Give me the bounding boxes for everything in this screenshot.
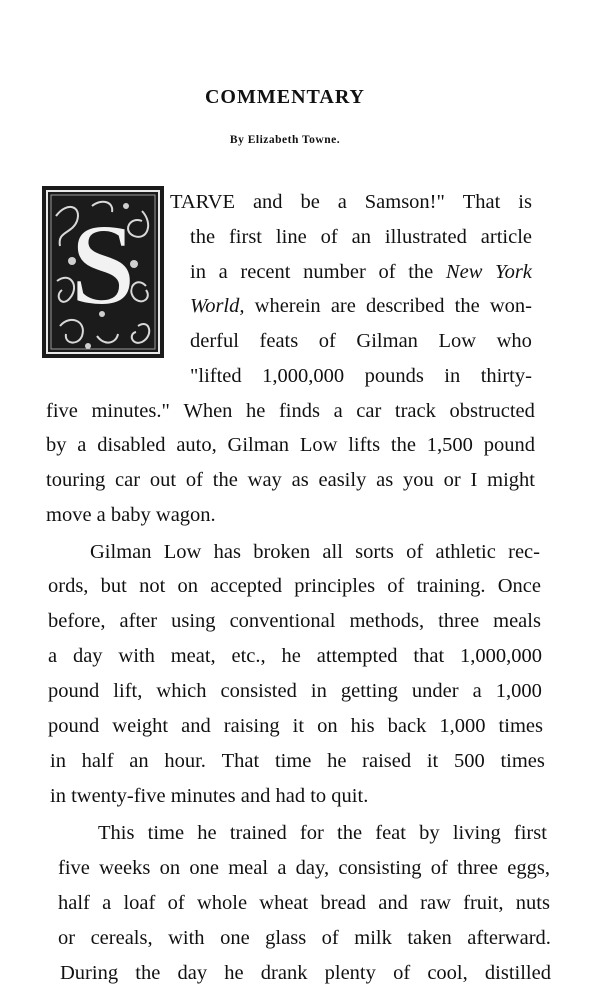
text-line: five minutes." When he finds a car track obstructed [46, 400, 535, 422]
text-line: in a recent number of the New York [190, 261, 532, 283]
text-line: pound weight and raising it on his back 1,000 times [48, 715, 543, 737]
text-line: pound lift, which consisted in getting under a 1,000 [48, 680, 542, 702]
text-line: by a disabled auto, Gilman Low lifts the 1,500 pound [46, 434, 535, 456]
text-line: in half an hour. That time he raised it 500 times [50, 750, 545, 772]
text-line: derful feats of Gilman Low who [190, 330, 532, 352]
text-line: five weeks on one meal a day, consisting of three eggs, [58, 857, 550, 879]
article-byline: By Elizabeth Towne. [229, 134, 341, 146]
dropcap-letter: S [70, 199, 136, 330]
text-line: This time he trained for the feat by living first [98, 822, 547, 844]
text-line: a day with meat, etc., he attempted that 1,000,000 [48, 645, 542, 667]
text-line: touring car out of the way as easily as you or I might [46, 469, 535, 491]
text-line: During the day he drank plenty of cool, distilled [60, 962, 551, 984]
text-line: the first line of an illustrated article [190, 226, 532, 248]
article-title: COMMENTARY [204, 86, 366, 108]
decorative-dropcap-s [42, 186, 164, 358]
text-line: or cereals, with one glass of milk taken afterward. [58, 927, 551, 949]
text-line: in twenty-five minutes and had to quit. [50, 785, 369, 807]
text-line: "lifted 1,000,000 pounds in thirty- [190, 365, 532, 387]
text-line: TARVE and be a Samson!" That is [170, 191, 532, 213]
text-line: before, after using conventional methods, three meals [48, 610, 541, 632]
text-line: World, wherein are described the won- [190, 295, 532, 317]
text-line: ords, but not on accepted principles of training. Once [48, 575, 541, 597]
text-line: Gilman Low has broken all sorts of athletic rec- [90, 541, 540, 563]
dropcap-ornament-icon [42, 186, 164, 358]
text-line: half a loaf of whole wheat bread and raw fruit, nuts [58, 892, 550, 914]
text-line: move a baby wagon. [46, 504, 216, 526]
